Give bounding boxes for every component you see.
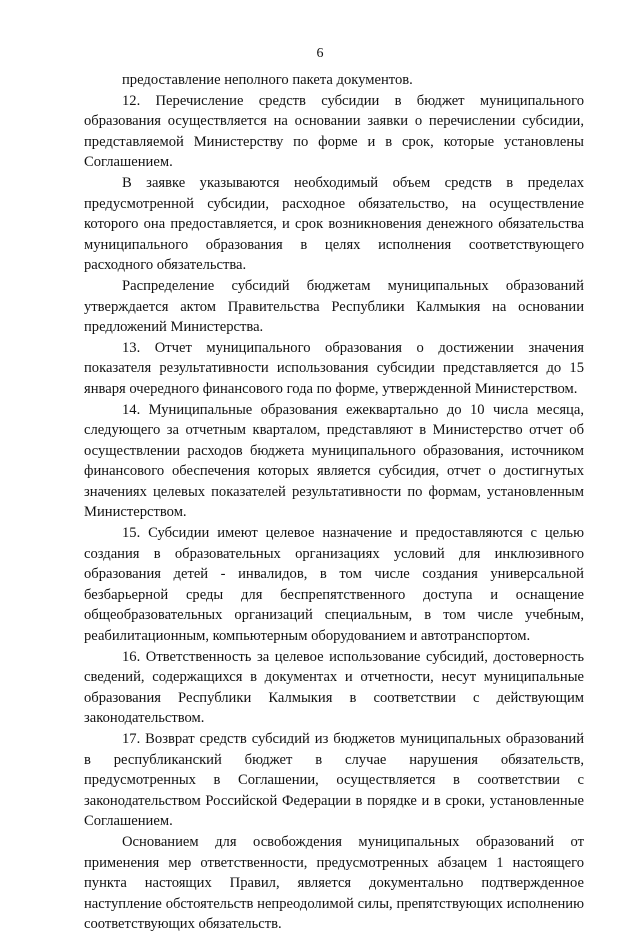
- page-number: 6: [316, 46, 324, 61]
- paragraph-request-contents: В заявке указываются необходимый объем средств в пределах предусмотренной субсидии, расходное обязательство, на осуществление которого она предоставляется, и срок возникновения денежного обязательства муниципального образования в целях исполнения соответствующего расходного обязательства.: [84, 174, 584, 274]
- paragraph-15: 15. Субсидии имеют целевое назначение и предоставляются с целью создания в образовательных организациях условий для инклюзивного образования детей - инвалидов, в том числе создания универсальной безбарьерной среды для беспрепятственного доступа и оснащение общеобразовательных организаций специальным, в том числе учебным, реабилитационным, компьютерным оборудованием и автотранспортом.: [84, 525, 584, 645]
- document-body: [84, 70, 584, 935]
- paragraph-16: 16. Ответственность за целевое использование субсидий, достоверность сведений, содержащихся в документах и отчетности, несут муниципальные образования Республики Калмыкия в соответствии с действующим законодательством.: [84, 648, 584, 727]
- paragraph-exemption: Основанием для освобождения муниципальных образований от применения мер ответственности, предусмотренных абзацем 1 настоящего пункта настоящих Правил, является документально подтвержденное наступление обстоятельств непреодолимой силы, препятствующих исполнению соответствующих обязательств.: [84, 833, 584, 933]
- paragraph-14: 14. Муниципальные образования ежеквартально до 10 числа месяца, следующего за отчетным кварталом, представляют в Министерство отчет об осуществлении расходов бюджета муниципального образования, источником финансового обеспечения которых является субсидия, отчет о достигнутых значениях целевых показателей результативности по формам, установленным Министерством.: [84, 401, 584, 521]
- paragraph-17: 17. Возврат средств субсидий из бюджетов муниципальных образований в республиканский бюджет в случае нарушения обязательств, предусмотренных в Соглашении, осуществляется в соответствии с законодательством Российской Федерации в порядке и в сроки, установленные Соглашением.: [84, 731, 584, 830]
- paragraph-13: 13. Отчет муниципального образования о достижении значения показателя результативности использования субсидии представляется до 15 января очередного финансового года по форме, утвержденной Министерством.: [84, 339, 584, 397]
- paragraph-distribution: Распределение субсидий бюджетам муниципальных образований утверждается актом Правительства Республики Калмыкия на основании предложений Министерства.: [84, 277, 584, 336]
- paragraph-12: 12. Перечисление средств субсидии в бюджет муниципального образования осуществляется на основании заявки о перечислении субсидии, представляемой Министерству по форме и в срок, которые установлены Соглашением.: [84, 92, 584, 171]
- paragraph-continuation: предоставление неполного пакета документов.: [122, 72, 413, 88]
